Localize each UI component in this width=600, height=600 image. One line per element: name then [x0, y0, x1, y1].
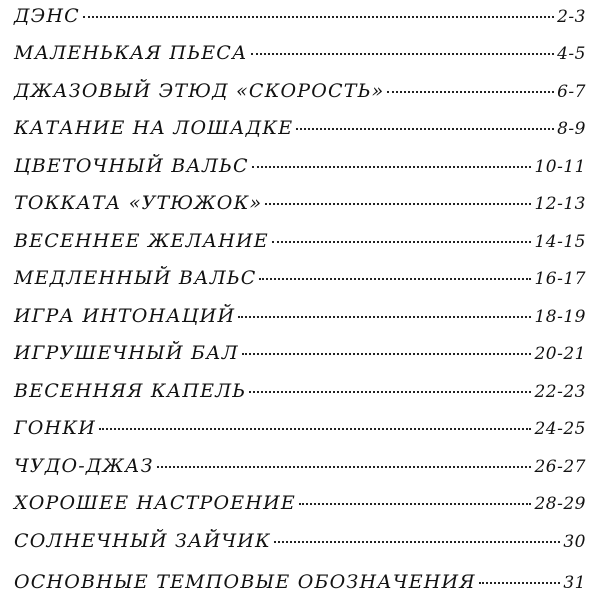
- toc-entry: [14, 191, 586, 215]
- toc-entry-title: ВЕСЕННЕЕ ЖЕЛАНИЕ: [14, 230, 269, 252]
- toc-entry-title: ДЭНС: [14, 5, 80, 27]
- toc-entry: [14, 341, 586, 365]
- toc-entry-title: ИГРА ИНТОНАЦИЙ: [14, 305, 236, 327]
- toc-entry: [14, 116, 586, 140]
- dot-leader: [83, 16, 554, 18]
- toc-entry: [14, 570, 586, 594]
- toc-entry-title: МАЛЕНЬКАЯ ПЬЕСА: [14, 42, 248, 64]
- dot-leader: [274, 541, 560, 543]
- toc-entry-title: ТОККАТА «УТЮЖОК»: [14, 192, 263, 214]
- toc-entry: [14, 79, 586, 103]
- toc-entry-title: ВЕСЕННЯЯ КАПЕЛЬ: [14, 380, 247, 402]
- dot-leader: [252, 166, 532, 168]
- dot-leader: [479, 582, 561, 584]
- dot-leader: [242, 353, 532, 355]
- toc-entry: [14, 529, 586, 553]
- toc-entry-pages: 22-23: [534, 382, 586, 402]
- toc-entry-title: ХОРОШЕЕ НАСТРОЕНИЕ: [14, 492, 296, 514]
- toc-entry-pages: 18-19: [534, 307, 586, 327]
- toc-entry: [14, 416, 586, 440]
- toc-entry: [14, 41, 586, 65]
- toc-entry-pages: 31: [563, 573, 586, 593]
- toc-entry-pages: 6-7: [557, 82, 586, 102]
- toc-entry-pages: 4-5: [557, 44, 586, 64]
- toc-entry: [14, 304, 586, 328]
- toc-entry-pages: 2-3: [557, 7, 586, 27]
- dot-leader: [259, 278, 531, 280]
- dot-leader: [157, 466, 532, 468]
- dot-leader: [272, 241, 532, 243]
- toc-entry-pages: 28-29: [534, 494, 586, 514]
- toc-entry-title: СОЛНЕЧНЫЙ ЗАЙЧИК: [14, 530, 271, 552]
- toc-entry-title: ЦВЕТОЧНЫЙ ВАЛЬС: [14, 155, 249, 177]
- toc-entry-title: МЕДЛЕННЫЙ ВАЛЬС: [14, 267, 257, 289]
- toc-entry: [14, 229, 586, 253]
- toc-entry-pages: 8-9: [557, 119, 586, 139]
- toc-entry-pages: 10-11: [534, 157, 586, 177]
- toc-entry-pages: 16-17: [534, 269, 586, 289]
- toc-entry-pages: 26-27: [534, 457, 586, 477]
- dot-leader: [299, 503, 532, 505]
- toc-entry-title: ДЖАЗОВЫЙ ЭТЮД «СКОРОСТЬ»: [14, 80, 385, 102]
- toc-entry-pages: 12-13: [534, 194, 586, 214]
- dot-leader: [387, 91, 554, 93]
- toc-entry-pages: 30: [563, 532, 586, 552]
- toc-entry-title: ИГРУШЕЧНЫЙ БАЛ: [14, 342, 239, 364]
- toc-entry: [14, 154, 586, 178]
- toc-entry-pages: 20-21: [534, 344, 586, 364]
- toc-entry: [14, 379, 586, 403]
- dot-leader: [249, 391, 531, 393]
- toc-entry: [14, 454, 586, 478]
- toc-entry: [14, 266, 586, 290]
- dot-leader: [296, 128, 554, 130]
- toc-entry-title: ЧУДО-ДЖАЗ: [14, 455, 154, 477]
- dot-leader: [265, 203, 531, 205]
- toc-entry-title: КАТАНИЕ НА ЛОШАДКЕ: [14, 117, 294, 139]
- toc-entry: [14, 4, 586, 28]
- dot-leader: [251, 53, 555, 55]
- dot-leader: [99, 428, 531, 430]
- toc-entry-pages: 14-15: [534, 232, 586, 252]
- toc-entry-pages: 24-25: [534, 419, 586, 439]
- toc-entry-title: ОСНОВНЫЕ ТЕМПОВЫЕ ОБОЗНАЧЕНИЯ: [14, 571, 476, 593]
- dot-leader: [238, 316, 531, 318]
- toc-entry: [14, 491, 586, 515]
- toc-entry-title: ГОНКИ: [14, 417, 96, 439]
